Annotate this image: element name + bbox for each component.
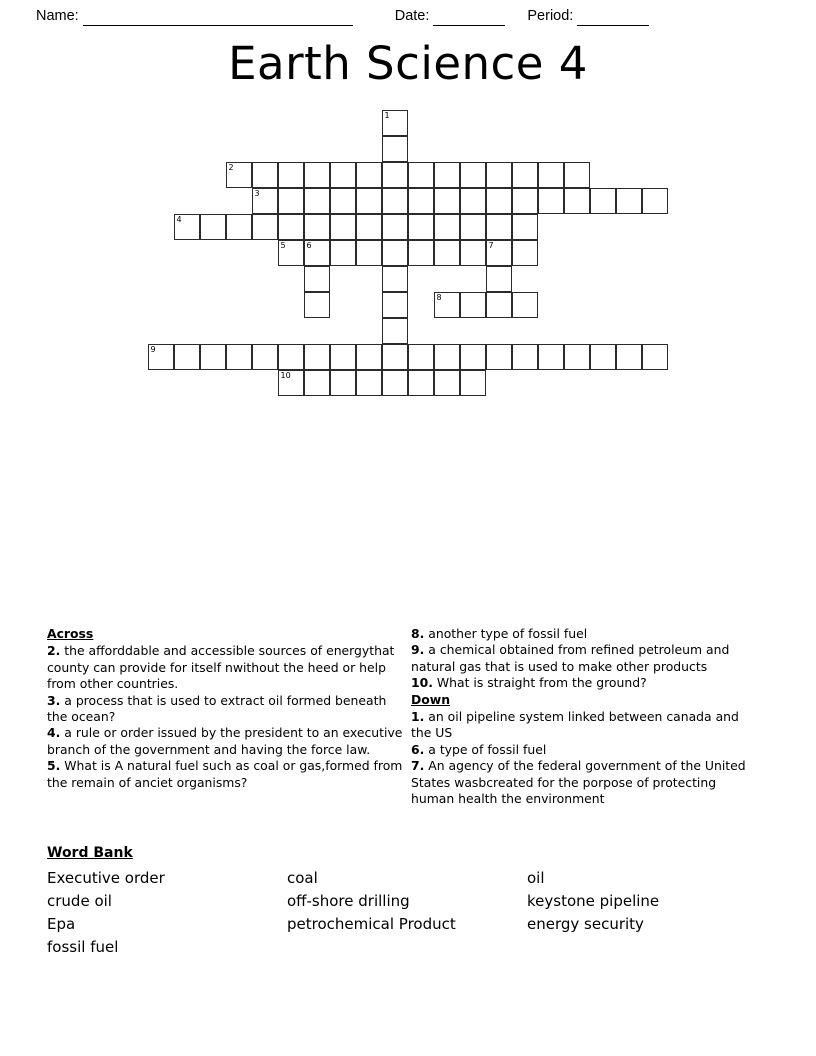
crossword-cell[interactable] — [356, 370, 382, 396]
crossword-cell[interactable] — [174, 214, 200, 240]
crossword-cell[interactable] — [486, 188, 512, 214]
crossword-cell[interactable] — [304, 266, 330, 292]
crossword-cell[interactable] — [148, 344, 174, 370]
crossword-cell[interactable] — [512, 188, 538, 214]
crossword-cell[interactable] — [200, 344, 226, 370]
date-label: Date: — [394, 8, 430, 24]
crossword-cell[interactable] — [460, 188, 486, 214]
name-field[interactable] — [36, 8, 353, 26]
date-field[interactable] — [395, 8, 506, 26]
clue-down-6-number: 6. — [411, 741, 425, 757]
crossword-cell[interactable] — [252, 188, 278, 214]
crossword-cell[interactable] — [460, 292, 486, 318]
crossword-cell[interactable] — [408, 188, 434, 214]
clue-down-1 — [411, 709, 763, 742]
crossword-cell[interactable] — [356, 162, 382, 188]
crossword-cell[interactable] — [434, 188, 460, 214]
word-bank-item: petrochemical Product — [287, 915, 456, 933]
crossword-cell[interactable] — [330, 214, 356, 240]
crossword-cell[interactable] — [330, 344, 356, 370]
crossword-cell[interactable] — [434, 240, 460, 266]
crossword-grid[interactable] — [148, 110, 708, 530]
crossword-cell-number: 9 — [150, 345, 156, 354]
across-heading: Across — [47, 626, 94, 641]
crossword-cell-number: 4 — [176, 215, 182, 224]
crossword-cell[interactable] — [486, 344, 512, 370]
clue-across-8-number: 8. — [411, 626, 425, 641]
clue-across-10-number: 10. — [411, 675, 433, 691]
clue-across-3-number: 3. — [47, 692, 61, 708]
crossword-cell[interactable] — [434, 214, 460, 240]
clue-across-9-text: a chemical obtained from refined petroleum and natural gas that is used to make other products — [411, 642, 730, 674]
crossword-cell[interactable] — [434, 292, 460, 318]
clue-down-7 — [411, 758, 763, 807]
word-bank-item: crude oil — [47, 892, 112, 910]
crossword-cell[interactable] — [538, 188, 564, 214]
crossword-cell[interactable] — [512, 162, 538, 188]
clue-across-5 — [47, 758, 405, 791]
crossword-cell[interactable] — [382, 370, 408, 396]
clues-column-left — [47, 626, 405, 791]
crossword-cell[interactable] — [564, 188, 590, 214]
crossword-cell[interactable] — [642, 344, 668, 370]
period-label: Period: — [527, 8, 574, 24]
clue-across-8-text: another type of fossil fuel — [424, 626, 588, 641]
word-bank-list — [47, 867, 767, 959]
crossword-cell[interactable] — [356, 214, 382, 240]
crossword-cell[interactable] — [252, 214, 278, 240]
crossword-cell[interactable] — [304, 188, 330, 214]
crossword-cell[interactable] — [486, 292, 512, 318]
clue-down-6 — [411, 742, 763, 758]
clue-down-6-text: a type of fossil fuel — [424, 741, 547, 757]
crossword-cell[interactable] — [304, 344, 330, 370]
word-bank-item: keystone pipeline — [527, 892, 660, 910]
clue-across-5-text: What is A natural fuel such as coal or gas,formed from the remain of anciet organisms? — [47, 758, 403, 790]
page-title: Earth Science 4 — [228, 37, 588, 90]
crossword-cell[interactable] — [616, 344, 642, 370]
clue-across-5-number: 5. — [47, 758, 61, 774]
crossword-cell[interactable] — [278, 214, 304, 240]
crossword-cell-number: 7 — [488, 241, 494, 250]
crossword-cell[interactable] — [564, 162, 590, 188]
clue-across-3-text: a process that is used to extract oil formed beneath the ocean? — [47, 692, 387, 725]
word-bank-heading: Word Bank — [47, 845, 133, 861]
crossword-cell[interactable] — [304, 292, 330, 318]
crossword-cell[interactable] — [460, 240, 486, 266]
clue-down-1-text: an oil pipeline system linked between canada and the US — [411, 709, 739, 741]
crossword-cell[interactable] — [590, 188, 616, 214]
clues-section — [0, 626, 816, 832]
crossword-cell-number: 2 — [228, 163, 234, 172]
clue-down-7-number: 7. — [411, 758, 425, 774]
clue-across-3 — [47, 693, 405, 726]
clue-across-2 — [47, 643, 405, 692]
crossword-cell[interactable] — [330, 240, 356, 266]
crossword-cell[interactable] — [226, 162, 252, 188]
crossword-cell[interactable] — [382, 344, 408, 370]
crossword-cell[interactable] — [538, 162, 564, 188]
crossword-cell[interactable] — [252, 162, 278, 188]
word-bank-item: Epa — [47, 915, 76, 933]
word-bank-item: oil — [527, 869, 545, 887]
word-bank-item — [527, 936, 767, 959]
crossword-cell[interactable] — [408, 240, 434, 266]
clue-across-2-number: 2. — [47, 643, 61, 659]
crossword-cell[interactable] — [434, 370, 460, 396]
crossword-cell[interactable] — [356, 188, 382, 214]
clue-down-1-number: 1. — [411, 709, 425, 725]
clue-across-9-number: 9. — [411, 642, 425, 658]
crossword-cell[interactable] — [564, 344, 590, 370]
crossword-cell[interactable] — [330, 162, 356, 188]
crossword-cell[interactable] — [486, 214, 512, 240]
clue-across-9 — [411, 642, 763, 675]
down-heading: Down — [411, 691, 451, 707]
crossword-cell[interactable] — [226, 344, 252, 370]
clue-across-4 — [47, 725, 405, 758]
crossword-cell[interactable] — [382, 292, 408, 318]
crossword-cell[interactable] — [252, 344, 278, 370]
word-bank-item: energy security — [527, 915, 644, 933]
clue-across-4-number: 4. — [47, 725, 61, 741]
crossword-cell[interactable] — [642, 188, 668, 214]
crossword-cell[interactable] — [382, 110, 408, 136]
crossword-cell[interactable] — [278, 240, 304, 266]
crossword-cell[interactable] — [330, 188, 356, 214]
crossword-cell[interactable] — [408, 370, 434, 396]
crossword-cell[interactable] — [486, 266, 512, 292]
crossword-cell-number: 1 — [384, 111, 390, 120]
crossword-cell[interactable] — [278, 162, 304, 188]
crossword-cell[interactable] — [382, 214, 408, 240]
crossword-cell[interactable] — [486, 240, 512, 266]
worksheet-header — [0, 0, 816, 26]
crossword-cell[interactable] — [278, 344, 304, 370]
crossword-cell[interactable] — [408, 214, 434, 240]
crossword-cell[interactable] — [356, 240, 382, 266]
crossword-cell[interactable] — [408, 344, 434, 370]
crossword-cell[interactable] — [512, 344, 538, 370]
crossword-cell[interactable] — [460, 214, 486, 240]
clues-column-right — [411, 626, 763, 807]
clue-across-10-text: What is straight from the ground? — [432, 675, 647, 691]
crossword-cell[interactable] — [512, 292, 538, 318]
crossword-cell[interactable] — [382, 266, 408, 292]
crossword-cell[interactable] — [460, 162, 486, 188]
crossword-cell-number: 8 — [436, 293, 442, 302]
crossword-cell[interactable] — [512, 240, 538, 266]
word-bank-item: Executive order — [47, 869, 165, 887]
crossword-cell[interactable] — [538, 344, 564, 370]
period-field[interactable] — [527, 8, 649, 26]
crossword-cell[interactable] — [512, 214, 538, 240]
crossword-cell[interactable] — [200, 214, 226, 240]
word-bank-item: coal — [287, 869, 318, 887]
word-bank-item: fossil fuel — [47, 938, 119, 956]
word-bank-item — [287, 936, 527, 959]
clue-across-8 — [411, 626, 763, 642]
crossword-cell[interactable] — [304, 370, 330, 396]
crossword-cell[interactable] — [382, 188, 408, 214]
crossword-cell[interactable] — [304, 162, 330, 188]
crossword-cell[interactable] — [486, 162, 512, 188]
crossword-cell[interactable] — [616, 188, 642, 214]
crossword-cell[interactable] — [408, 162, 434, 188]
crossword-cell-number: 6 — [306, 241, 312, 250]
crossword-cell[interactable] — [304, 214, 330, 240]
crossword-cell[interactable] — [590, 344, 616, 370]
crossword-cell[interactable] — [460, 370, 486, 396]
crossword-cell[interactable] — [382, 136, 408, 162]
crossword-cell[interactable] — [278, 188, 304, 214]
clue-across-2-text: the afforddable and accessible sources of energythat county can provide for itself nwithout the heed or help from other countries. — [47, 643, 395, 692]
crossword-cell[interactable] — [304, 240, 330, 266]
word-bank-item: off-shore drilling — [287, 892, 410, 910]
crossword-cell[interactable] — [382, 240, 408, 266]
crossword-cell[interactable] — [278, 370, 304, 396]
crossword-cell[interactable] — [460, 344, 486, 370]
crossword-cell[interactable] — [434, 162, 460, 188]
crossword-cell-number: 3 — [254, 189, 260, 198]
crossword-cell-number: 5 — [280, 241, 286, 250]
crossword-cell[interactable] — [356, 344, 382, 370]
clue-across-10 — [411, 675, 763, 691]
crossword-cell[interactable] — [226, 214, 252, 240]
word-bank-section — [47, 845, 767, 959]
name-label: Name: — [36, 8, 79, 24]
crossword-cell[interactable] — [382, 162, 408, 188]
crossword-cell[interactable] — [174, 344, 200, 370]
period-write-line[interactable] — [577, 10, 649, 26]
crossword-cell[interactable] — [330, 370, 356, 396]
clue-across-4-text: a rule or order issued by the president to an executive branch of the government and having the force law. — [47, 725, 403, 757]
date-write-line[interactable] — [433, 10, 505, 26]
name-write-line[interactable] — [83, 10, 353, 26]
crossword-cell[interactable] — [434, 344, 460, 370]
crossword-cell-number: 10 — [280, 371, 291, 380]
crossword-cell[interactable] — [382, 318, 408, 344]
clue-down-7-text: An agency of the federal government of the United States wasbcreated for the porpose of protecting human health the environment — [411, 758, 746, 807]
